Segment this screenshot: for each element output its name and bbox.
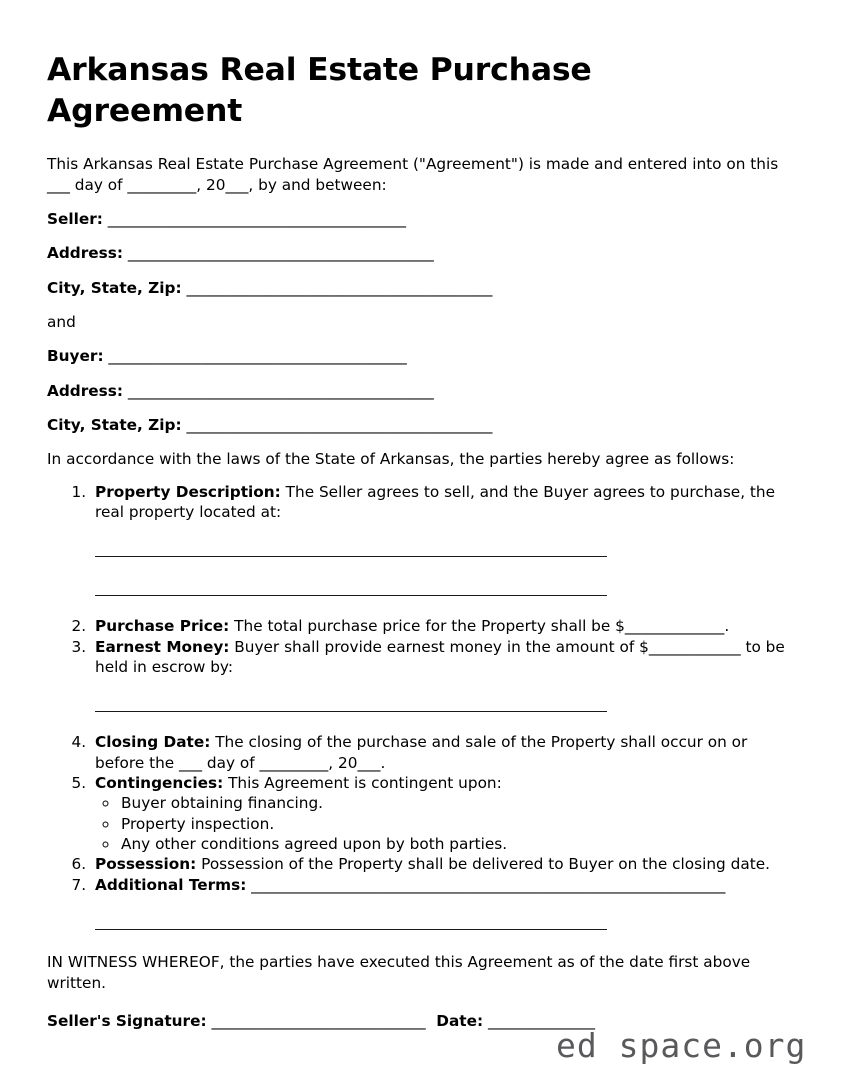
clause-text: The Seller agrees to sell, and the Buyer agrees to purchase, the real property located at: — [95, 482, 776, 522]
list-item: ◦ Buyer obtaining financing. — [119, 793, 788, 813]
contingency-list — [95, 793, 788, 854]
seller-signature-blank[interactable]: ____________________________ — [206, 1011, 426, 1030]
buyer-address-field — [47, 381, 788, 401]
clause-item-possession — [91, 854, 788, 874]
buyer-citystatezip-label: City, State, Zip: — [47, 416, 182, 434]
clause-item-contingencies — [91, 773, 788, 854]
clause-text: Buyer shall provide earnest money in the amount of $____________ to be held in escrow by: — [95, 637, 785, 677]
spacer — [47, 596, 788, 616]
clause-item-earnest-money — [91, 637, 788, 678]
clause-text: The total purchase price for the Property shall be $_____________. — [229, 617, 730, 636]
clause-heading: Earnest Money: — [95, 637, 230, 656]
buyer-address-blank[interactable]: ________________________________________ — [122, 381, 434, 400]
spacer — [47, 557, 788, 595]
clause-text: Possession of the Property shall be delivered to Buyer on the closing date. — [196, 855, 770, 874]
seller-label: Seller: — [47, 209, 103, 228]
clause-item-additional-terms — [91, 875, 788, 895]
date-blank[interactable]: ______________ — [483, 1011, 596, 1030]
seller-blank[interactable]: _______________________________________ — [102, 209, 407, 228]
buyer-field — [47, 346, 788, 366]
seller-signature-label: Seller's Signature: — [47, 1011, 207, 1030]
list-item: ◦ Any other conditions agreed upon by both parties. — [119, 834, 788, 854]
buyer-label: Buyer: — [47, 347, 104, 366]
buyer-blank[interactable]: _______________________________________ — [103, 347, 407, 366]
clause-list-continued-a — [47, 616, 788, 677]
signature-row — [47, 1011, 788, 1031]
additional-terms-blank-line[interactable] — [95, 929, 607, 930]
and-connector: and — [47, 312, 76, 331]
page-title: Arkansas Real Estate Purchase Agreement — [47, 52, 592, 129]
clause-heading: Closing Date: — [95, 733, 211, 752]
clause-heading: Purchase Price: — [95, 617, 230, 636]
seller-address-label: Address: — [47, 244, 123, 263]
clause-heading: Contingencies: — [95, 774, 224, 793]
clause-list — [47, 482, 788, 523]
buyer-citystatezip-blank[interactable]: ________________________________________ — [181, 416, 493, 434]
spacer — [47, 677, 788, 711]
site-watermark: ed space.org — [556, 1026, 807, 1065]
clause-heading: Property Description: — [95, 482, 281, 501]
clause-item-property-description — [91, 482, 788, 523]
seller-address-blank[interactable]: ________________________________________ — [122, 244, 434, 263]
buyer-citystatezip-field — [47, 415, 788, 435]
seller-address-field — [47, 243, 788, 263]
clause-text: This Agreement is contingent upon: — [223, 774, 502, 793]
list-item: ◦ Property inspection. — [119, 814, 788, 834]
additional-terms-blank[interactable]: ______________________________________________________________ — [246, 875, 726, 894]
clause-list-continued-b — [47, 732, 788, 895]
seller-citystatezip-blank[interactable]: ________________________________________ — [181, 278, 493, 297]
clause-item-closing-date — [91, 732, 788, 773]
clause-text: The closing of the purchase and sale of the Property shall occur on or before the ___ day of _________, 20___. — [95, 733, 748, 772]
seller-field — [47, 209, 788, 229]
spacer — [47, 895, 788, 929]
clause-heading: Additional Terms: — [95, 875, 247, 894]
clause-heading: Possession: — [95, 855, 197, 874]
document-page — [9, 0, 835, 1092]
buyer-address-label: Address: — [47, 381, 123, 400]
date-label: Date: — [436, 1011, 484, 1030]
spacer — [47, 522, 788, 556]
seller-citystatezip-field — [47, 278, 788, 298]
witness-paragraph: IN WITNESS WHEREOF, the parties have executed this Agreement as of the date first above written. — [47, 953, 751, 992]
spacer — [47, 712, 788, 732]
accordance-paragraph: In accordance with the laws of the State of Arkansas, the parties hereby agree as follows: — [47, 450, 735, 469]
seller-citystatezip-label: City, State, Zip: — [47, 278, 182, 297]
clause-item-purchase-price — [91, 616, 788, 636]
intro-paragraph: This Arkansas Real Estate Purchase Agreement ("Agreement") is made and entered into on this ___ day of _________, 20___, by and between: — [47, 155, 779, 194]
